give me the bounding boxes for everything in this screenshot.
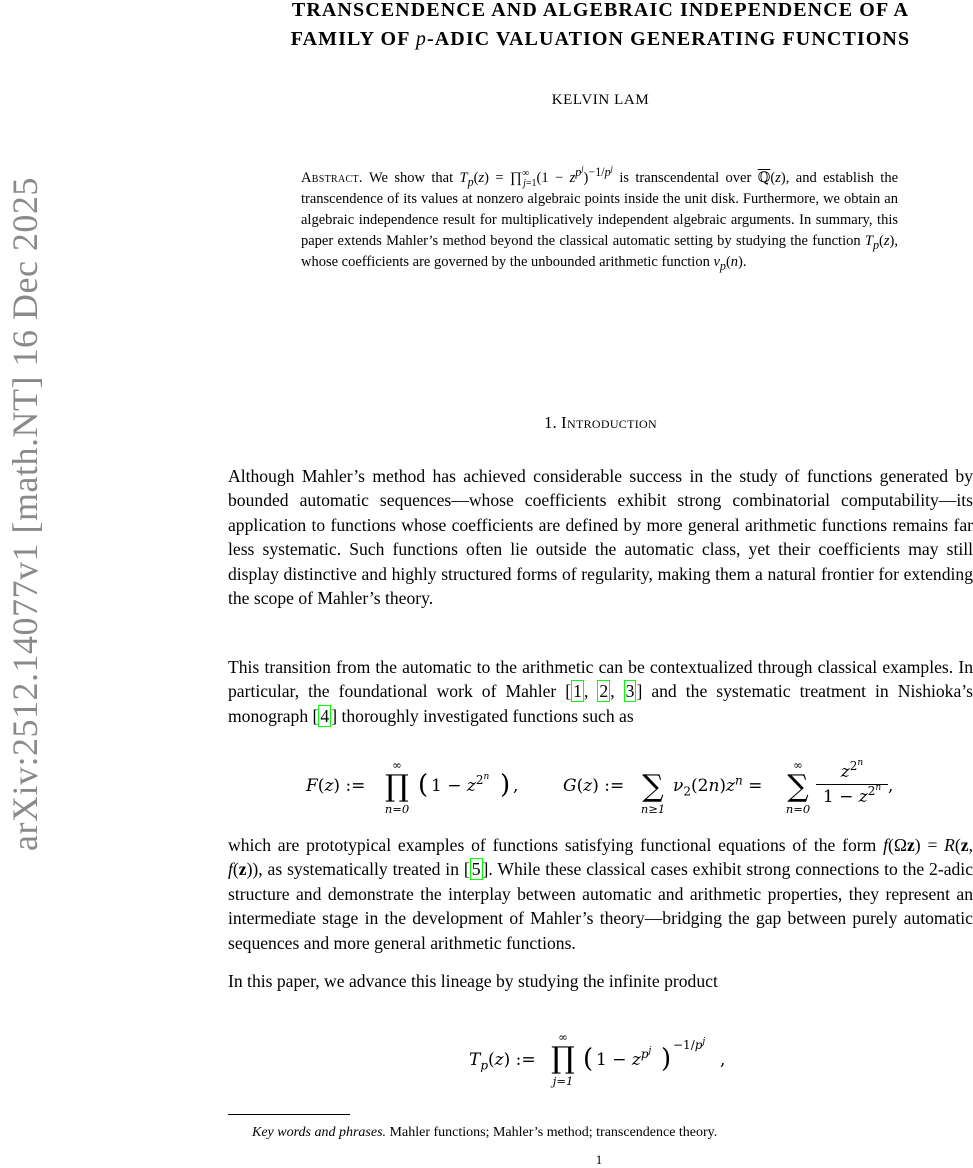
citation-link[interactable]: 5	[471, 859, 481, 880]
author-name: KELVIN LAM	[551, 92, 650, 108]
title-line-1: TRANSCENDENCE AND ALGEBRAIC INDEPENDENCE OF A	[291, 0, 910, 21]
page-number: 1	[595, 1152, 603, 1167]
arxiv-identifier: arXiv:2512.14077v1 [math.NT] 16 Dec 2025	[5, 177, 45, 851]
abstract-function-tp: $T_p(z)$	[864, 233, 895, 252]
citation-link[interactable]: 3	[625, 681, 635, 702]
footnote-rule	[228, 1114, 350, 1115]
section-heading: 1. Introduction	[544, 413, 657, 432]
citation-link[interactable]: 4	[320, 705, 330, 726]
intro-paragraph-2: This transition from the automatic to the arithmetic can be contextualized through classical examples. In particular, the foundational work of Mahler [ 1 , 2 , 3 ] and the systematic treatment in Nishioka’s monograph [ 4 ] thoroughly investigated functions such as	[228, 657, 973, 726]
citation-link[interactable]: 1	[573, 681, 582, 702]
intro-paragraph-4: In this paper, we advance this lineage by studying the infinite product	[228, 971, 718, 991]
abstract-formula-tp: $T_p(z)$ = $\prod^\infty_{j=1}(1 - z^{p^j})^{-1/p^j}$	[459, 164, 613, 189]
citation-link[interactable]: 2	[599, 681, 609, 702]
intro-paragraph-1: Although Mahler’s method has achieved considerable success in the study of functions generated by bounded automatic sequences—whose coefficients exhibit strong combinatorial computability—its application to functions whose coefficients are defined by more general arithmetic functions remains far less systematic. Such functions often lie outside the automatic class, yet their coefficients may still display distinctive and highly structured forms of regularity, making them a natural frontier for extending the scope of Mahler’s theory.	[228, 466, 973, 609]
paper-title	[228, 0, 973, 54]
footnote: Key words and phrases. Mahler functions; Mahler’s method; transcendence theory.	[252, 1125, 718, 1140]
abstract-field-qbar: ℚ(z)	[757, 170, 786, 186]
equation-tp: $T_p(z)$ := ∞ ∏ j=1 ( $1 - z^{p^j}$ ) $-1/p^j$ ,	[469, 1030, 726, 1088]
abstract: Abstract. We show that $T_p(z)$ = $\prod^\infty_{j=1}(1 - z^{p^j})^{-1/p^j}$ is transcendental over ℚ(z), and establish the transcendence of its values at nonzero algebraic points inside the unit disk. Furthermore, we obtain an algebraic independence result for multiplicatively independent algebraic arguments. In summary, this paper extends Mahler’s method beyond the classical automatic setting by studying the function $T_p(z)$, whose coefficients are governed by the unbounded arithmetic function $\nu_p(n)$.	[301, 164, 899, 273]
intro-paragraph-3: which are prototypical examples of functions satisfying functional equations of the form f(Ωz) = R(z, f(z)), as systematically treated in [ 5 ]. While these classical cases exhibit strong connections to the 2-adic structure and demonstrate the interplay between automatic and arithmetic properties, they represent an intermediate stage in the development of Mahler’s theory—bridging the gap between purely automatic sequences and more general arithmetic functions.	[228, 835, 973, 953]
title-line-2: FAMILY OF p-ADIC VALUATION GENERATING FUNCTIONS	[290, 28, 911, 50]
functional-equation: f(Ωz) = R(z, f(z))	[228, 835, 973, 880]
abstract-label: Abstract.	[301, 170, 363, 186]
abstract-nu-p: $\nu_p(n)$.	[713, 254, 747, 273]
equation-f-g: F(z) := ∞ ∏ n=0 ( $1 - z^{2^n}$ ) , G(z) := ∑ n≥1 $\nu_2(2n)z^n$ = ∞ ∑ n=0 $z^{2^n}$ $1 - z^{2^n}$ ,	[306, 758, 894, 816]
arxiv-stamp	[0, 0, 50, 1165]
